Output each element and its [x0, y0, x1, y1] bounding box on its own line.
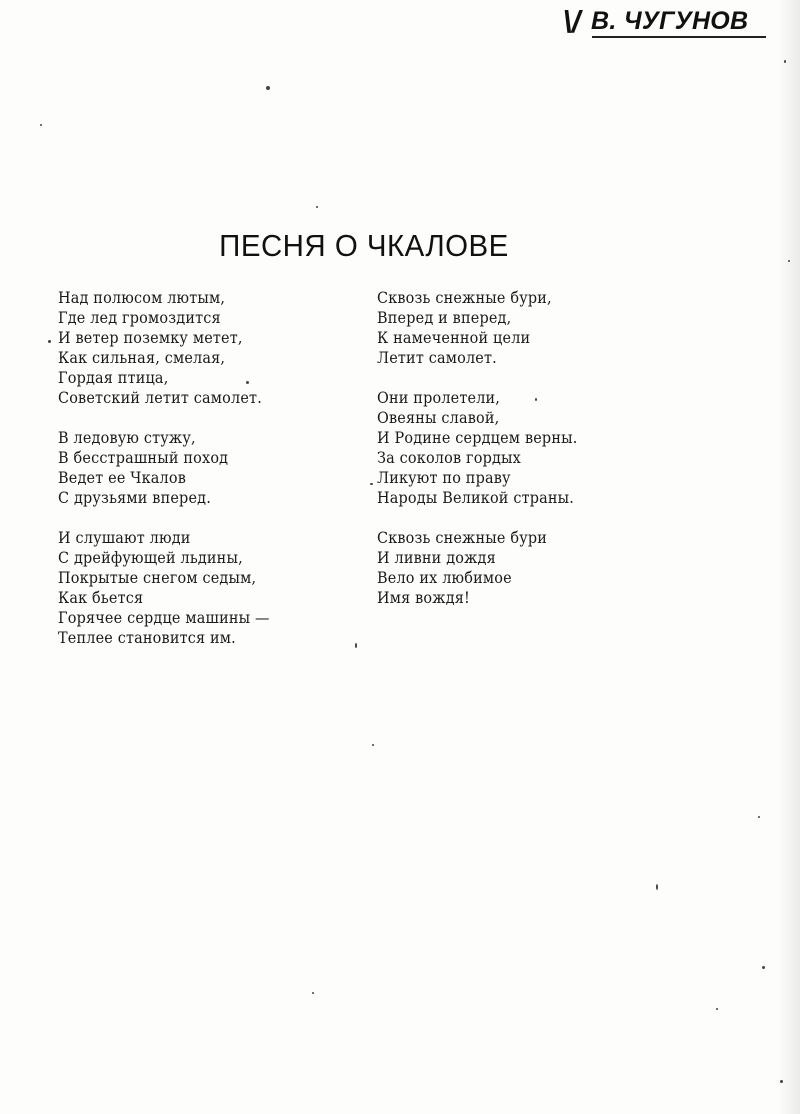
- poem-line: Где лед громоздится: [58, 308, 221, 327]
- poem-line: Народы Великой страны.: [377, 488, 575, 507]
- stanza: [377, 528, 600, 608]
- stanza: [58, 428, 293, 508]
- poem-line: И ветер поземку метет,: [58, 328, 243, 347]
- poem-line: Летит самолет.: [377, 348, 497, 367]
- poem-line: С дрейфующей льдины,: [58, 548, 243, 567]
- poem-line: Как сильная, смелая,: [58, 348, 226, 367]
- scan-speck: [788, 260, 790, 262]
- poem-line: За соколов гордых: [377, 448, 521, 467]
- scan-edge-shadow: [778, 0, 800, 1114]
- poem-line: Ликуют по праву: [377, 468, 511, 487]
- poem-line: Ведет ее Чкалов: [58, 468, 186, 487]
- poem-title: ПЕСНЯ О ЧКАЛОВЕ: [219, 228, 509, 263]
- scan-speck: [316, 206, 318, 208]
- stanza: [377, 388, 600, 508]
- poem-line: И Родине сердцем верны.: [377, 428, 578, 447]
- scan-speck: [716, 1008, 718, 1010]
- author-name: В. ЧУГУНОВ: [591, 7, 749, 35]
- poem-line: Над полюсом лютым,: [58, 288, 226, 307]
- scan-speck: [40, 124, 42, 126]
- poem-line: В бесстрашный поход: [58, 448, 229, 467]
- stanza: [58, 528, 293, 648]
- poem-line: Как бьется: [58, 588, 144, 607]
- poem-right-column: [377, 288, 600, 628]
- stanza: [377, 288, 600, 368]
- scan-speck: [372, 744, 374, 746]
- poem-line: Теплее становится им.: [58, 628, 236, 647]
- poem-line: Вело их любимое: [377, 568, 512, 587]
- stanza: [58, 288, 293, 408]
- poem-line: Горячее сердце машины —: [58, 608, 270, 627]
- scan-speck: [48, 340, 51, 343]
- scan-speck: [370, 483, 373, 485]
- poem-line: Покрытые снегом седым,: [58, 568, 257, 587]
- poem-line: Советский летит самолет.: [58, 388, 262, 407]
- poem-line: С друзьями вперед.: [58, 488, 211, 507]
- scan-speck: [784, 60, 786, 63]
- scan-speck: [656, 884, 658, 890]
- poem-line: Гордая птица,: [58, 368, 169, 387]
- scan-speck: [780, 1080, 783, 1083]
- poem-line: Сквозь снежные бури: [377, 528, 548, 547]
- author-underline: [592, 36, 766, 38]
- poem-line: Имя вождя!: [377, 588, 470, 607]
- scan-speck: [312, 992, 314, 994]
- scan-speck: [246, 381, 249, 384]
- poem-line: Они пролетели,: [377, 388, 501, 407]
- scan-speck: [762, 966, 765, 969]
- scan-speck: [266, 86, 270, 90]
- poem-line: Вперед и вперед,: [377, 308, 512, 327]
- poem-line: И ливни дождя: [377, 548, 496, 567]
- poem-line: Овеяны славой,: [377, 408, 500, 427]
- poem-line: В ледовую стужу,: [58, 428, 196, 447]
- author-checkmark: \/: [563, 4, 581, 39]
- poem-line: Сквозь снежные бури,: [377, 288, 552, 307]
- poem-left-column: [58, 288, 293, 668]
- poem-line: К намеченной цели: [377, 328, 531, 347]
- poem-line: И слушают люди: [58, 528, 191, 547]
- scan-speck: [758, 816, 760, 818]
- scan-speck: [355, 643, 357, 648]
- scan-speck: [535, 398, 537, 401]
